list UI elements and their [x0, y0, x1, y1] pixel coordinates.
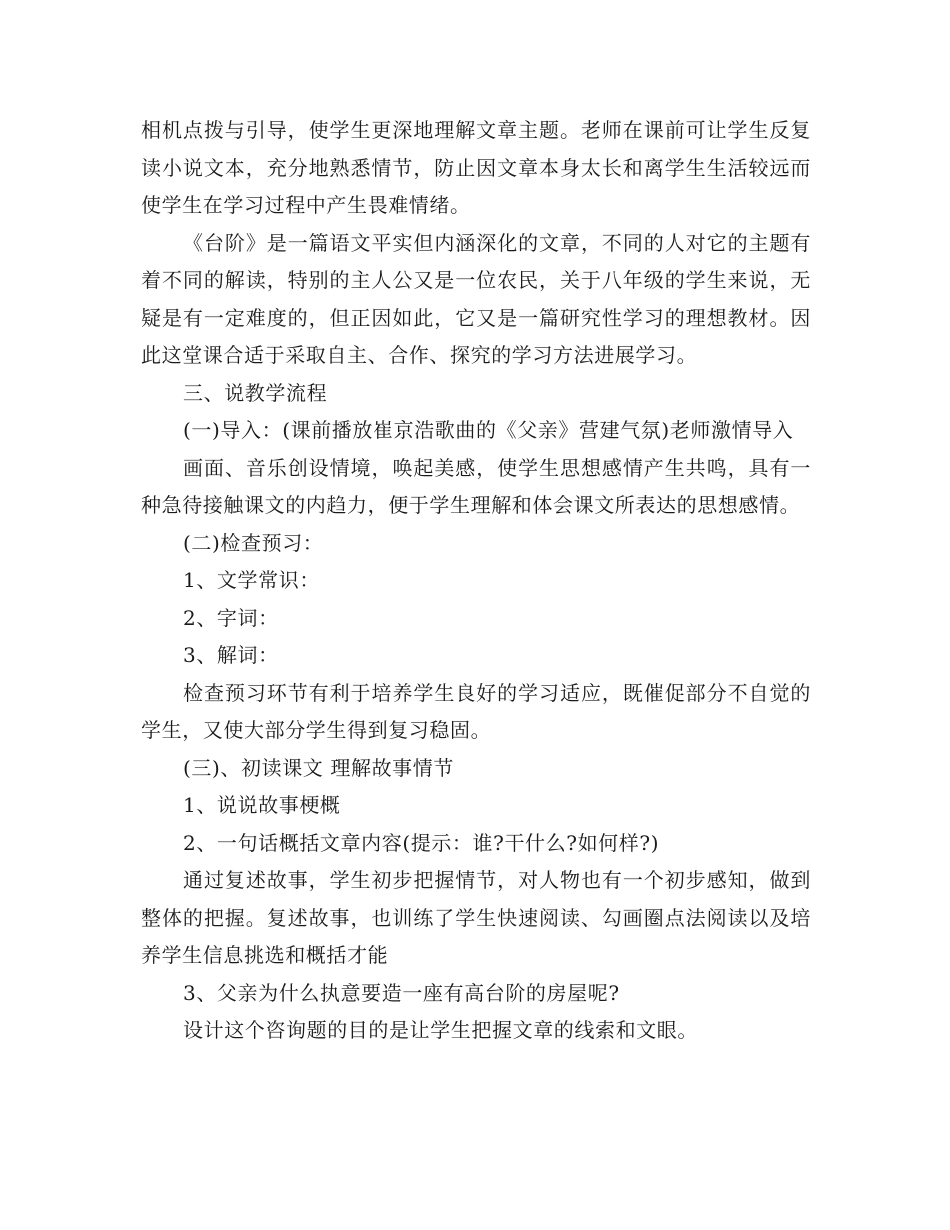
- list-item: 2、一句话概括文章内容(提示：谁?干什么?如何样?): [183, 830, 660, 855]
- paragraph: 相机点拨与引导，使学生更深地理解文章主题。老师在课前可让学生反复读小说文本，充分地熟悉情节，防止因文章本身太长和离学生生活较远而使学生在学习过程中产生畏难情绪。: [141, 118, 811, 217]
- subsection-heading: (二)检查预习：: [183, 530, 324, 555]
- list-item: 1、文学常识：: [183, 568, 320, 592]
- list-item: 3、解词：: [183, 643, 279, 667]
- document-body: [141, 112, 811, 1050]
- list-item: 1、说说故事梗概: [183, 793, 341, 817]
- subsection-heading: (三)、初读课文 理解故事情节: [183, 755, 454, 780]
- list-item: 3、父亲为什么执意要造一座有高台阶的房屋呢?: [183, 980, 620, 1005]
- paragraph: 设计这个咨询题的目的是让学生把握文章的线索和文眼。: [183, 1018, 698, 1042]
- list-item: 2、字词：: [183, 605, 279, 630]
- paragraph: 通过复述故事，学生初步把握情节，对人物也有一个初步感知，做到整体的把握。复述故事，也训练了学生快速阅读、勾画圈点法阅读以及培养学生信息挑选和概括才能: [141, 868, 811, 967]
- section-heading: 三、说教学流程: [183, 380, 328, 405]
- paragraph: (一)导入：(课前播放崔京浩歌曲的《父亲》营建气氛)老师激情导入: [183, 418, 794, 442]
- paragraph: 画面、音乐创设情境，唤起美感，使学生思想感情产生共鸣，具有一种急待接触课文的内趋力，便于学生理解和体会课文所表达的思想感情。: [141, 455, 811, 517]
- paragraph: 检查预习环节有利于培养学生良好的学习适应，既催促部分不自觉的学生，又使大部分学生得到复习稳固。: [141, 680, 811, 742]
- paragraph: 《台阶》是一篇语文平实但内涵深化的文章，不同的人对它的主题有着不同的解读，特别的主人公又是一位农民，关于八年级的学生来说，无疑是有一定难度的，但正因如此，它又是一篇研究性学习的理想教材。因此这堂课合适于采取自主、合作、探究的学习方法进展学习。: [141, 230, 811, 367]
